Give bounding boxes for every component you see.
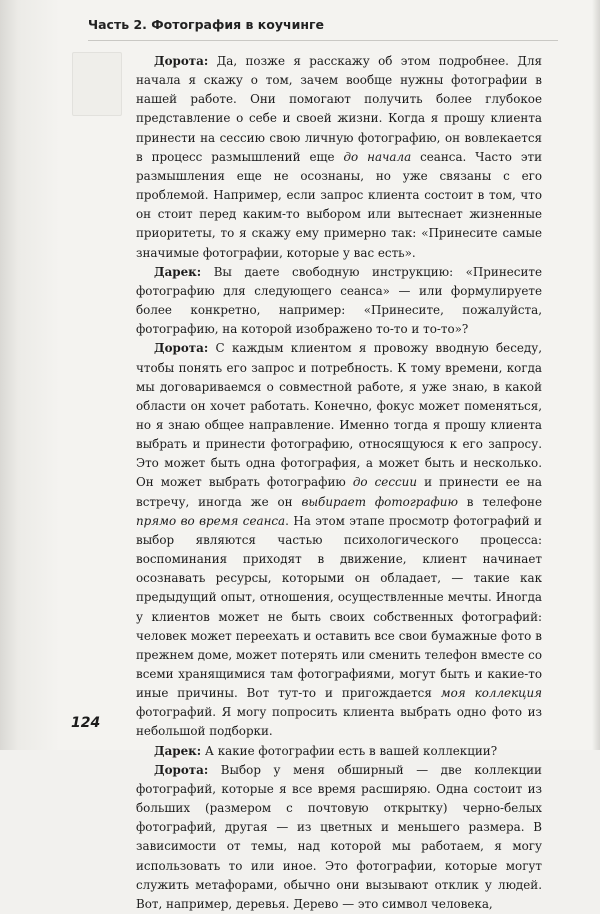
page-edge [592, 0, 600, 750]
dialogue-paragraph [136, 52, 542, 263]
dialogue-paragraph [136, 761, 542, 914]
paragraph-text: А какие фотографии есть в вашей коллекции? [201, 743, 498, 758]
speaker-name: Дорота: [154, 341, 209, 356]
binding-shadow [0, 0, 60, 750]
paragraph-text: Вы даете свободную инструкцию: «Принесите фотографию для следующего сеанса» — или формулируете более конкретно, например: «Принесите, пожалуйста, фотографию, на которой изображено то-то и то-то»? [136, 264, 542, 337]
page-mark [72, 52, 122, 116]
paragraph-text: и принести ее на встречу, иногда же он [136, 475, 543, 509]
speaker-name: Дарек: [154, 743, 202, 758]
dialogue-paragraph [136, 263, 542, 340]
paragraph-text: в телефоне [457, 494, 543, 509]
paragraph-text: С каждым клиентом я провожу вводную беседу, чтобы понять его запрос и потребность. К тому времени, когда мы договариваемся о совместной работе, я уже знаю, в какой области он хочет работать. Конечно, фокус может поменяться, но я знаю общее направление. Именно тогда я прошу клиента выбрать и принести фотографию, относящуюся к его запросу. Это может быть одна фотография, а может быть и несколько. Он может выбрать фотографию [136, 341, 542, 490]
header-rule [88, 40, 558, 41]
speaker-name: Дарек: [154, 264, 202, 279]
speaker-name: Дорота: [154, 762, 209, 777]
paragraph-text: Да, позже я расскажу об этом подробнее. Для начала я скажу о том, зачем вообще нужны фотографии в нашей работе. Они помогают получить более глубокое представление о себе и своей жизни. Когда я прошу клиента принести на сессию свою личную фотографию, он вовлекается в процесс размышлений еще [136, 54, 542, 164]
emphasis-text: моя коллекция [440, 686, 542, 701]
speaker-name: Дорота: [154, 54, 209, 68]
page-number: 124 [71, 715, 101, 731]
emphasis-text: до сессии [352, 475, 417, 490]
emphasis-text: выбирает фотографию [301, 494, 458, 509]
emphasis-text: прямо во время сеанса [136, 513, 286, 528]
paragraph-text: сеанса. Часто эти размышления еще не осознаны, но уже связаны с его проблемой. Например, если запрос клиента состоит в том, что он стоит перед каким-то выбором или вытеснает жизненные приоритеты, то я скажу ему примерно так: «Принесите самые значимые фотографии, которые у вас есть». [136, 149, 543, 260]
paragraph-text: фотографий. Я могу попросить клиента выбрать одно фото из небольшой подборки. [136, 705, 542, 739]
paragraph-text: . На этом этапе просмотр фотографий и выбор являются частью психологического процесса: воспоминания приходят в движение, клиент начинает осознавать ресурсы, которыми он обладает, — такие как предыдущий опыт, отношения, осуществленные мечты. Иногда у клиентов может не быть своих собственных фотографий: человек может переехать и оставить все свои бумажные фото в прежнем доме, может потерять или сменить телефон вместе со всеми хранящимися там фотографиями, могут быть и какие-то иные причины. Вот тут-то и пригождается [136, 513, 542, 701]
emphasis-text: до начала [343, 149, 412, 164]
dialogue-paragraph [136, 339, 542, 741]
body-text [136, 52, 542, 914]
running-title: Часть 2. Фотография в коучинге [88, 17, 324, 32]
paragraph-text: Выбор у меня обширный — две коллекции фотографий, которые я все время расширяю. Одна состоит из больших (размером с почтовую открытку) черно-белых фотографий, другая — из цветных и меньшего размера. В зависимости от темы, над которой мы работаем, я могу использовать то или иное. Это фотографии, которые могут служить метафорами, обычно они вызывают отклик у людей. Вот, например, деревья. Дерево — это символ человека, [136, 762, 542, 911]
dialogue-paragraph [136, 742, 542, 761]
